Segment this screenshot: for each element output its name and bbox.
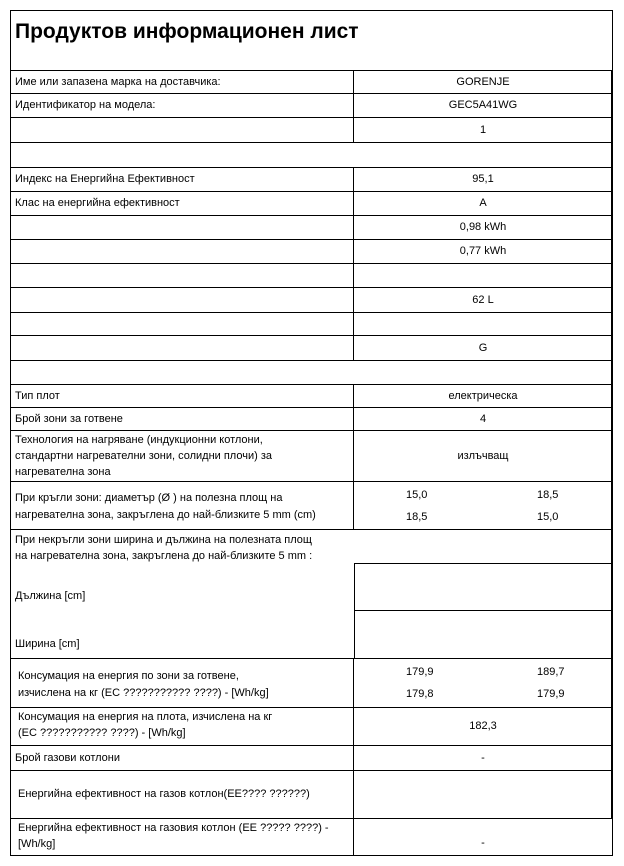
zone-consumption-label-cell (11, 659, 354, 708)
gas-efficiency2-label-line-2: [Wh/kg] (18, 838, 56, 850)
gas-burners-label-cell (11, 746, 354, 771)
empty-label-cell (11, 264, 354, 288)
energy-class-label-cell (11, 192, 354, 216)
width-label: Ширина [cm] (15, 638, 80, 650)
volume-label-cell (11, 288, 354, 313)
model-value-cell (354, 94, 612, 118)
width-value-cell (354, 611, 612, 659)
zone-consumption-value-cell (354, 659, 612, 708)
heat-source-value: G (478, 342, 488, 354)
hob-consumption-value: 182,3 (469, 720, 497, 732)
round-zones-value-cell (354, 482, 612, 530)
round-zone-value-3: 18,5 (406, 511, 428, 523)
gas-efficiency2-label-line-1: Енергийна ефективност на газовия котлон (ЕЕ ????? ????) - (18, 822, 329, 834)
gas-efficiency-label-cell (11, 771, 354, 819)
eei-value-cell (354, 168, 612, 192)
length-value-cell (354, 563, 612, 611)
zone-consumption-label-line-2: изчислена на кг (ЕС ??????????? ????) - [Wh/kg] (18, 687, 269, 699)
heating-tech-value: излъчващ (457, 450, 509, 462)
round-zones-label-line-2: нагревателна зона, закръглена до най-близките 5 mm (cm) (15, 509, 316, 521)
energy-class-value: A (479, 197, 487, 209)
round-zones-label-line-1: При кръгли зони: диаметър (Ø ) на полезна площ на (15, 492, 283, 504)
nonround-zones-label-line-2: на нагревателна зона, закръглена до най-близките 5 mm : (15, 550, 313, 562)
zone-consumption-value-2: 189,7 (537, 666, 565, 678)
supplier-value: GORENJE (456, 76, 510, 88)
gas-efficiency-value-cell (354, 771, 612, 819)
heating-tech-label-line-1: Технология на нагряване (индукционни котлони, (15, 434, 263, 446)
gas-efficiency2-value-cell (354, 819, 612, 855)
round-zone-value-1: 15,0 (406, 489, 428, 501)
spacer-row-2 (11, 361, 612, 385)
supplier-label: Име или запазена марка на доставчика: (15, 76, 221, 88)
eei-label-cell (11, 168, 354, 192)
hob-type-label-cell (11, 385, 354, 408)
product-information-sheet (10, 10, 613, 856)
round-zone-value-2: 18,5 (537, 489, 559, 501)
consumption-fan-value-cell (354, 240, 612, 264)
gas-efficiency2-value: - (481, 837, 485, 849)
consumption-fan-label-cell (11, 240, 354, 264)
cavities-value-cell (354, 118, 612, 143)
heat-source-value-cell (354, 336, 612, 361)
zone-consumption-value-3: 179,8 (406, 688, 434, 700)
cavities-label-cell (11, 118, 354, 143)
empty-value-cell-2 (354, 313, 612, 336)
heating-tech-value-cell (354, 431, 612, 482)
consumption-conv-label-cell (11, 216, 354, 240)
cavities-value: 1 (479, 124, 487, 136)
consumption-fan-value: 0,77 kWh (459, 245, 507, 257)
hob-consumption-label-line-2: (ЕС ??????????? ????) - [Wh/kg] (18, 727, 186, 739)
hob-type-label: Тип плот (15, 390, 60, 402)
heating-tech-label-line-3: нагревателна зона (15, 466, 111, 478)
eei-value: 95,1 (472, 173, 494, 185)
gas-burners-value-cell (354, 746, 612, 771)
gas-burners-label: Брой газови котлони (15, 752, 120, 764)
model-label: Идентификатор на модела: (15, 99, 156, 111)
zone-consumption-value-1: 179,9 (406, 666, 434, 678)
hob-consumption-label-cell (11, 708, 354, 746)
nonround-zones-label-line-1: При некръгли зони ширина и дължина на полезната площ (15, 534, 312, 546)
volume-value-cell (354, 288, 612, 313)
model-label-cell (11, 94, 354, 118)
empty-label-cell-2 (11, 313, 354, 336)
consumption-conv-value: 0,98 kWh (459, 221, 507, 233)
energy-class-label: Клас на енергийна ефективност (15, 197, 180, 209)
heating-tech-label-cell (11, 431, 354, 482)
hob-consumption-value-cell (354, 708, 612, 746)
zone-consumption-label-line-1: Консумация на енергия по зони за готвене, (18, 670, 239, 682)
page-title (11, 11, 612, 71)
gas-efficiency2-label-cell (11, 819, 354, 855)
zone-consumption-value-4: 179,9 (537, 688, 565, 700)
gas-efficiency-label: Енергийна ефективност на газов котлон(ЕЕ???? ??????) (18, 788, 310, 800)
zones-count-label-cell (11, 408, 354, 431)
eei-label: Индекс на Енергийна Ефективност (15, 173, 195, 185)
supplier-value-cell (354, 71, 612, 94)
supplier-label-cell (11, 71, 354, 94)
zones-count-value-cell (354, 408, 612, 431)
energy-class-value-cell (354, 192, 612, 216)
hob-consumption-label-line-1: Консумация на енергия на плота, изчислена на кг (18, 711, 273, 723)
empty-value-cell (354, 264, 612, 288)
consumption-conv-value-cell (354, 216, 612, 240)
round-zones-label-cell (11, 482, 354, 530)
title-text: Продуктов информационен лист (15, 20, 359, 43)
heating-tech-label-line-2: стандартни нагревателни зони, солидни плочи) за (15, 450, 272, 462)
zones-count-label: Брой зони за готвене (15, 413, 123, 425)
gas-burners-value: - (481, 752, 485, 764)
round-zone-value-4: 15,0 (537, 511, 559, 523)
zones-count-value: 4 (479, 413, 487, 425)
heat-source-label-cell (11, 336, 354, 361)
volume-value: 62 L (472, 294, 494, 306)
hob-type-value: електрическа (448, 390, 518, 402)
length-label: Дължина [cm] (15, 590, 86, 602)
spacer-row (11, 143, 612, 168)
hob-type-value-cell (354, 385, 612, 408)
model-value: GEC5A41WG (448, 99, 518, 111)
